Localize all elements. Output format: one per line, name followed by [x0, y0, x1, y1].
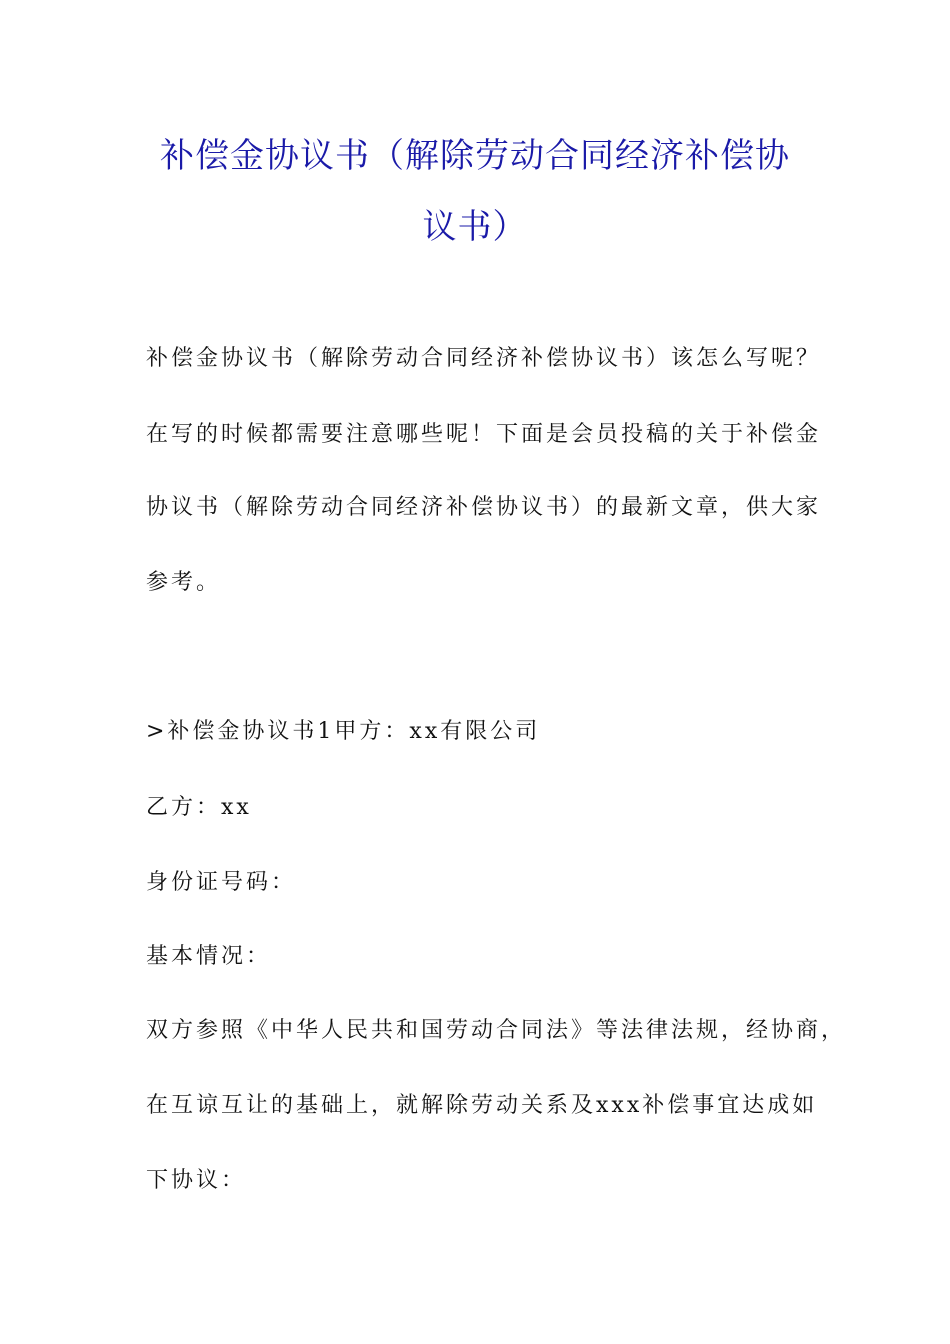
document-title-line-2: 议书）	[422, 207, 528, 247]
body-paragraph-line-1: 双方参照《中华人民共和国劳动合同法》等法律法规，经协商，	[146, 1018, 847, 1043]
agreement-heading-party-a: >补偿金协议书1甲方：xx有限公司	[146, 719, 541, 744]
intro-paragraph-line-4: 参考。	[146, 570, 222, 595]
intro-paragraph-line-3: 协议书（解除劳动合同经济补偿协议书）的最新文章，供大家	[146, 495, 822, 520]
body-paragraph-line-3: 下协议：	[146, 1168, 247, 1193]
document-title-line-1: 补偿金协议书（解除劳动合同经济补偿协	[160, 136, 790, 176]
intro-paragraph-line-2: 在写的时候都需要注意哪些呢！下面是会员投稿的关于补偿金	[146, 422, 822, 447]
party-b-line: 乙方：xx	[146, 795, 252, 820]
intro-paragraph-line-1: 补偿金协议书（解除劳动合同经济补偿协议书）该怎么写呢？	[146, 346, 822, 371]
basic-info-line: 基本情况：	[146, 944, 272, 969]
id-number-line: 身份证号码：	[146, 870, 297, 895]
body-paragraph-line-2: 在互谅互让的基础上，就解除劳动关系及xxx补偿事宜达成如	[146, 1093, 818, 1118]
